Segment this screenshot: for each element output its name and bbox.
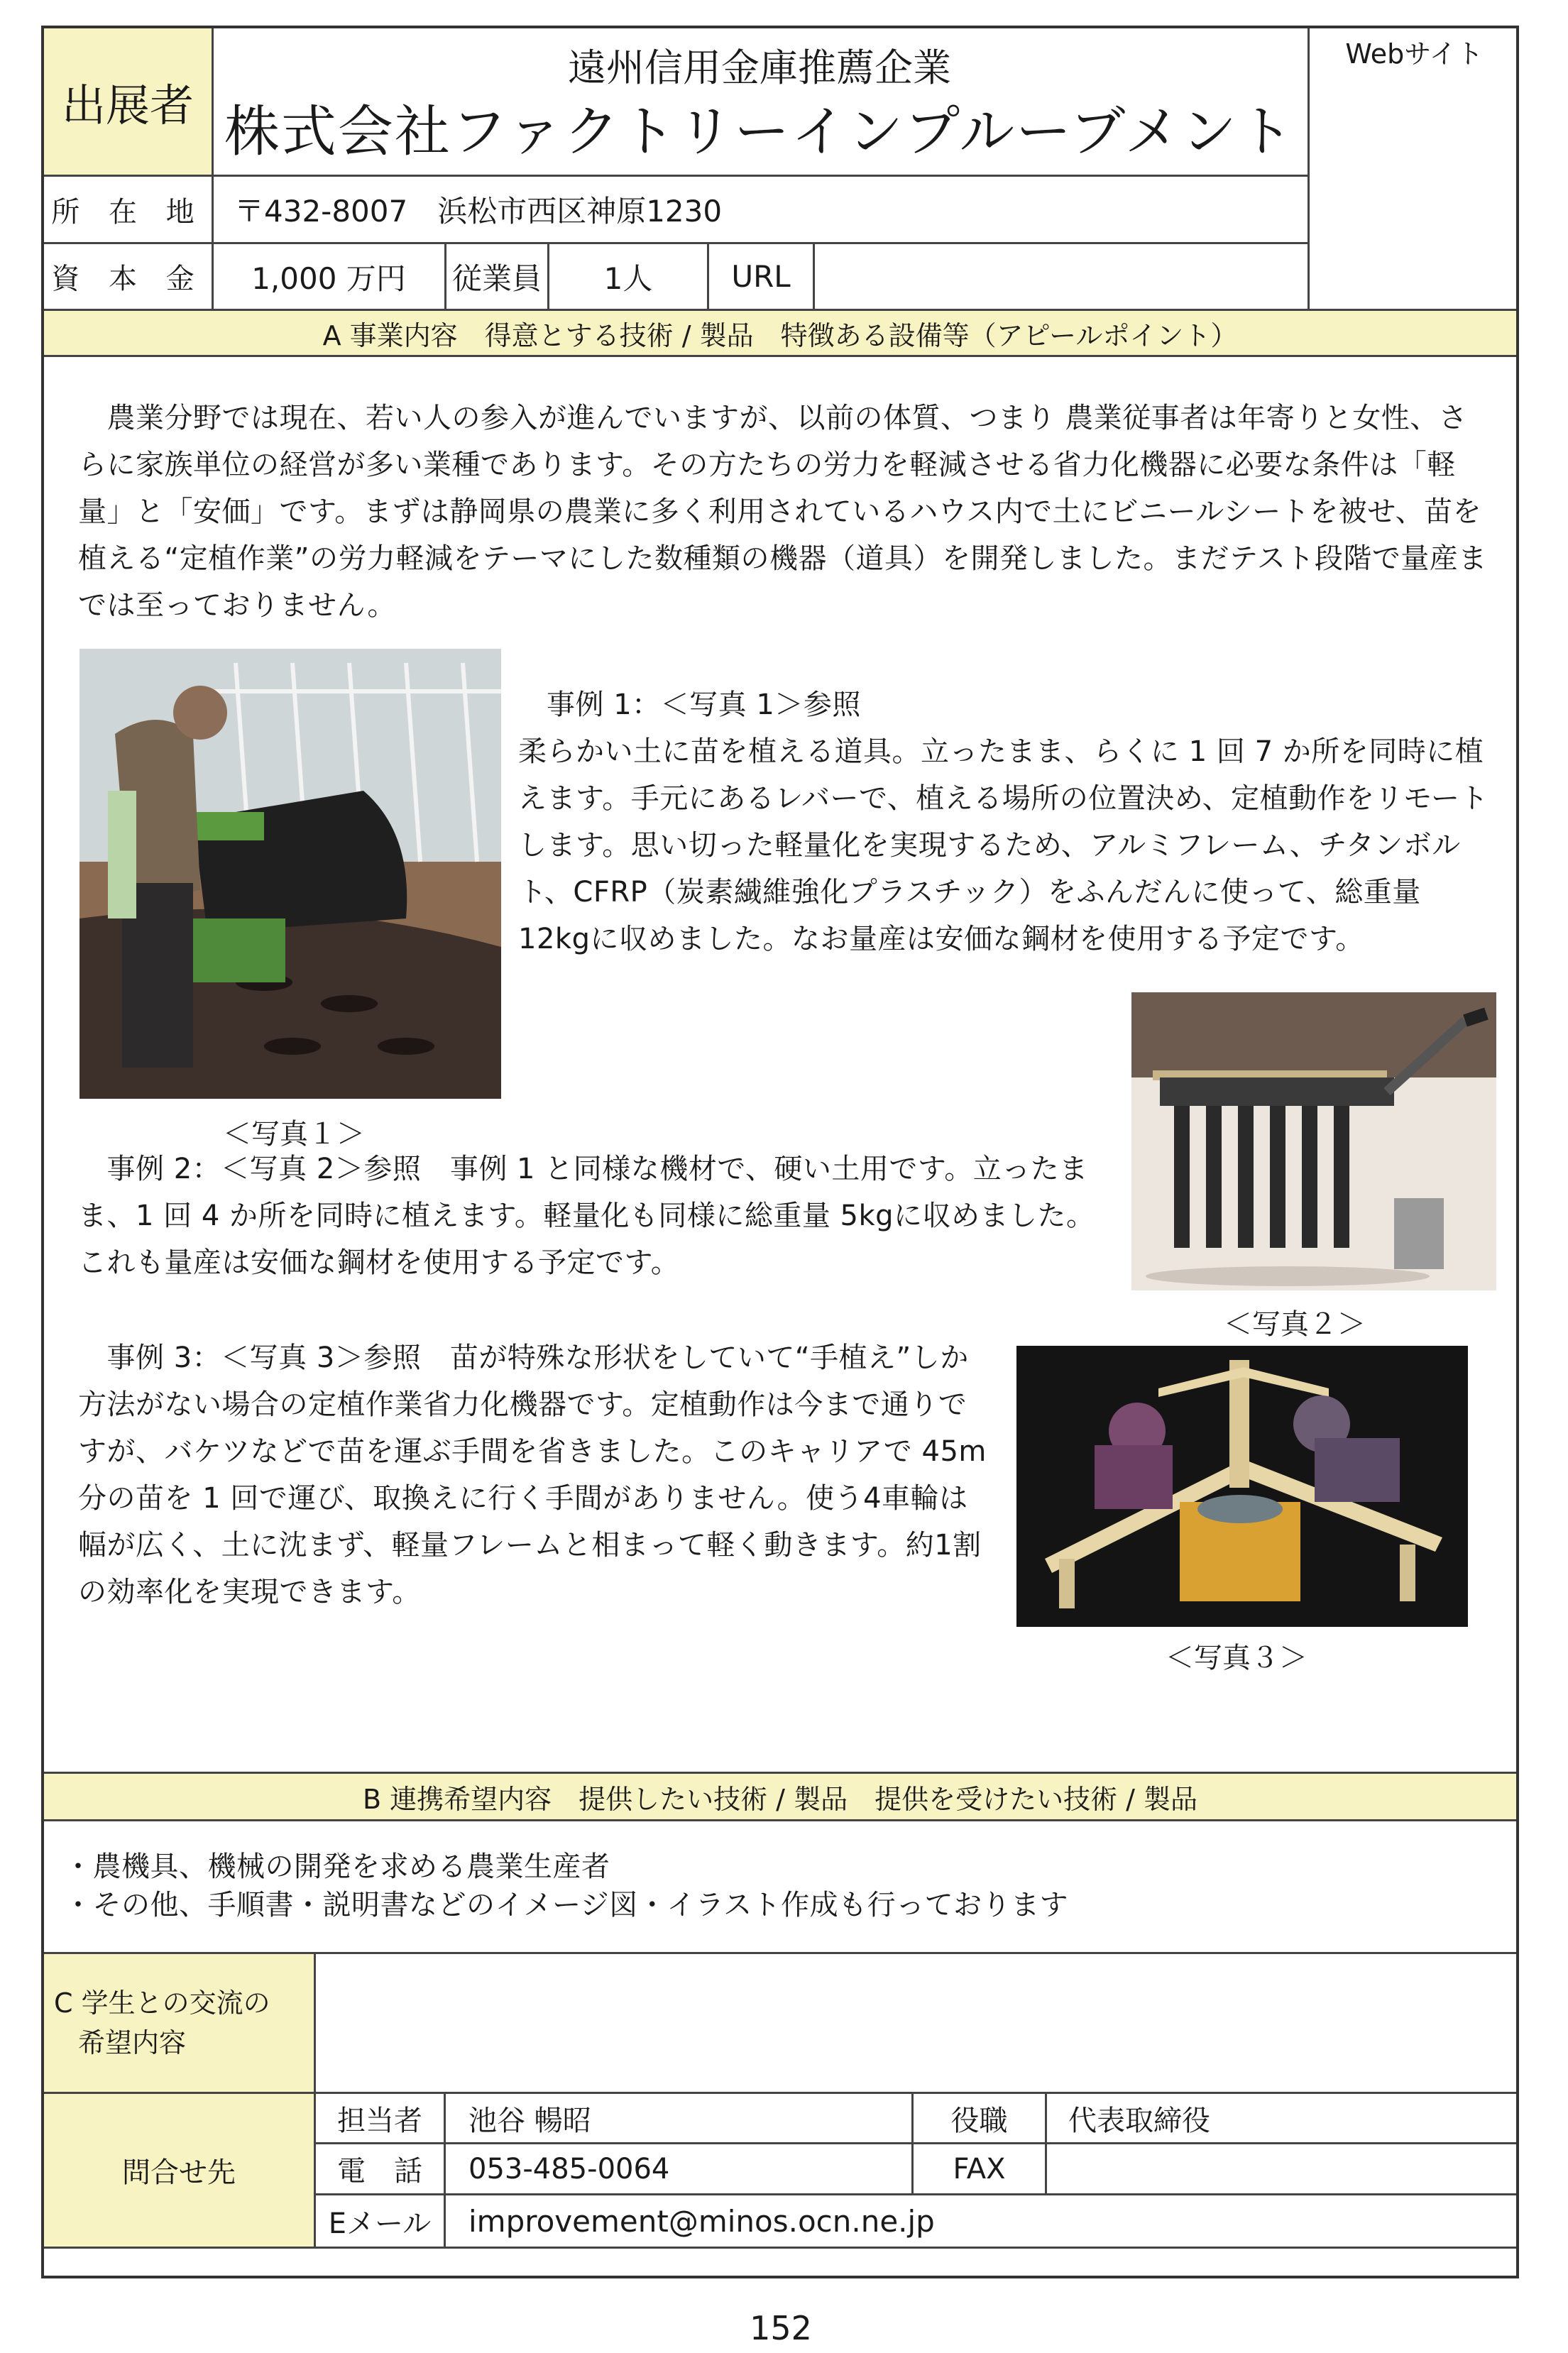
section-b-item-2: ・その他、手順書・説明書などのイメージ図・イラスト作成も行っております xyxy=(64,1889,1069,1921)
section-c-label-line2: 希望内容 xyxy=(78,2026,187,2058)
address-label: 所 在 地 xyxy=(51,195,204,229)
person-value: 池谷 暢昭 xyxy=(468,2104,591,2137)
photo-3 xyxy=(1016,1346,1468,1627)
photo-3-image xyxy=(1016,1346,1468,1627)
phone-value: 053-485-0064 xyxy=(468,2152,670,2185)
case2-text: 事例 2：＜写真 2＞参照 事例 1 と同様な機材で、硬い土用です。立ったまま、1 回 4 か所を同時に植えます。軽量化も同様に総重量 5kgに収めました。これも量産は安価な鋼材を使用する予定です。 xyxy=(78,1153,1095,1279)
email-label: Eメール xyxy=(328,2207,432,2240)
photo-1 xyxy=(80,649,501,1099)
case1-body: 柔らかい土に苗を植える道具。立ったまま、らくに 1 回 7 か所を同時に植えます。手元にあるレバーで、植える場所の位置決め、定植動作をリモートします。思い切った軽量化を実現するため、アルミフレーム、チタンボルト、CFRP（炭素繊維強化プラスチック）をふんだんに使って、総重量12kgに収めました。なお量産は安価な鋼材を使用する予定です。 xyxy=(518,735,1488,955)
recommend-text: 遠州信用金庫推薦企業 xyxy=(568,45,951,90)
photo-1-caption: ＜写真１＞ xyxy=(223,1118,365,1151)
photo-2-caption: ＜写真２＞ xyxy=(1224,1308,1366,1341)
fax-label: FAX xyxy=(953,2152,1006,2185)
case1-title: 事例 1：＜写真 1＞参照 xyxy=(547,689,861,721)
photo-3-caption: ＜写真３＞ xyxy=(1166,1642,1307,1674)
employees-label: 従業員 xyxy=(451,260,542,296)
photo-2-image xyxy=(1131,992,1496,1290)
website-label: Webサイト xyxy=(1345,38,1484,70)
capital-label: 資 本 金 xyxy=(51,263,204,295)
section-b-heading: B 連携希望内容 提供したい技術 / 製品 提供を受けたい技術 / 製品 xyxy=(362,1783,1198,1815)
capital-value: 1,000 万円 xyxy=(251,260,406,296)
photo-2 xyxy=(1131,992,1496,1290)
section-c-value xyxy=(327,1954,1505,2092)
role-value: 代表取締役 xyxy=(1068,2104,1210,2137)
role-label: 役職 xyxy=(950,2104,1008,2137)
section-a-intro: 農業分野では現在、若い人の参入が進んでいますが、以前の体質、つまり 農業従事者は年寄りと女性、さらに家族単位の経営が多い業種であります。その方たちの労力を軽減させる省力化機器に必要な条件は「軽量」と「安価」です。まずは静岡県の農業に多く利用されているハウス内で土にビニールシートを被せ、苗を植える“定植作業”の労力軽減をテーマにした数種類の機器（道具）を開発しました。まだテスト段階で量産までは至っておりません。 xyxy=(78,402,1487,622)
address-value: 〒432-8007 浜松市西区神原1230 xyxy=(234,194,723,229)
url-label: URL xyxy=(731,259,791,294)
email-value[interactable]: improvement@minos.ocn.ne.jp xyxy=(468,2203,935,2239)
exhibitor-label: 出展者 xyxy=(61,79,194,131)
page-number: 152 xyxy=(750,2309,812,2347)
fax-value xyxy=(1068,2144,1508,2193)
phone-label: 電 話 xyxy=(337,2155,422,2188)
section-c-label-line1: C 学生との交流の xyxy=(54,1987,270,2019)
contact-label: 問合せ先 xyxy=(122,2156,236,2189)
person-label: 担当者 xyxy=(337,2104,422,2137)
section-b-item-1: ・農機具、機械の開発を求める農業生産者 xyxy=(64,1850,610,1883)
case3-text: 事例 3：＜写真 3＞参照 苗が特殊な形状をしていて“手植え”しか方法がない場合の定植作業省力化機器です。定植動作は今まで通りですが、バケツなどで苗を運ぶ手間を省きました。このキャリアで 45m分の苗を 1 回で運び、取換えに行く手間がありません。使う4車輪は幅が広く、土に沈まず、軽量フレームと相まって軽く動きます。約1割の効率化を実現できます。 xyxy=(78,1342,987,1608)
company-name: 株式会社ファクトリーインプルーブメント xyxy=(224,100,1295,164)
section-a-heading: A 事業内容 得意とする技術 / 製品 特徴ある設備等（アピールポイント） xyxy=(322,319,1238,351)
photo-1-image xyxy=(80,649,501,1099)
employees-value: 1人 xyxy=(603,260,653,296)
